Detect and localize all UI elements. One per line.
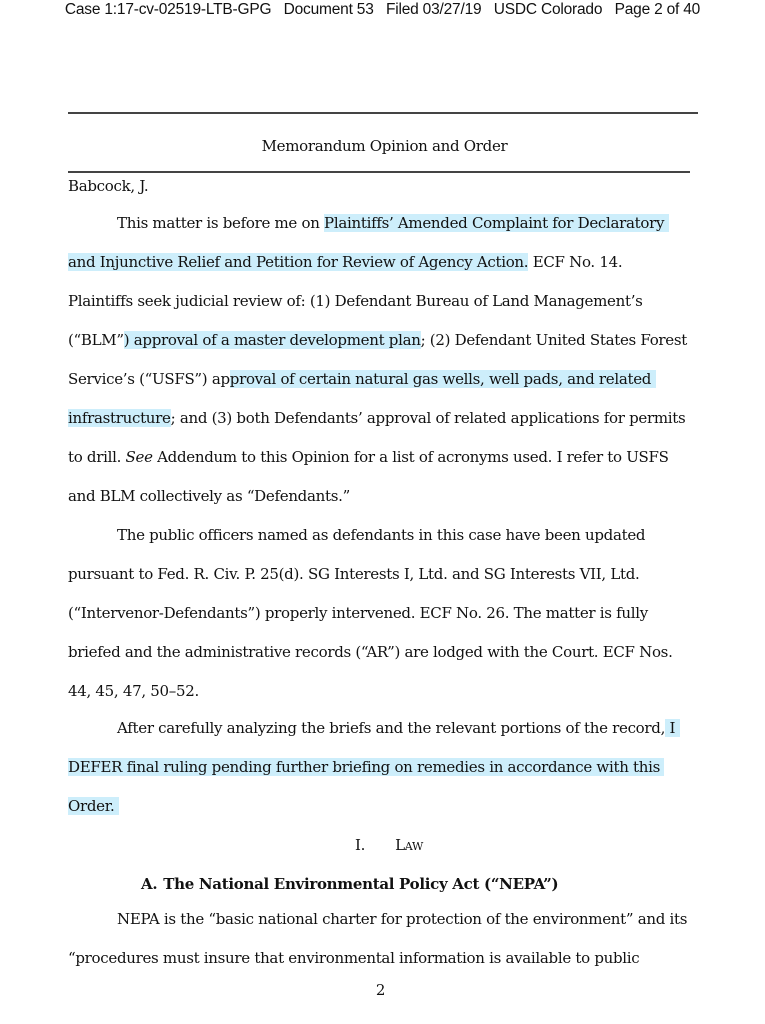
para1-line2 — [68, 252, 622, 272]
page-number: 2 — [375, 981, 386, 999]
highlight[interactable]: Plaintiffs’ Amended Complaint for Declaratory — [324, 214, 669, 232]
para2-line5: 44, 45, 47, 50–52. — [68, 682, 199, 700]
section-heading — [355, 835, 423, 855]
text: After carefully analyzing the briefs and the relevant portions of the record, — [117, 719, 666, 737]
highlight[interactable]: infrastructure — [68, 409, 171, 427]
text: ; (2) Defendant United States Forest — [420, 331, 687, 349]
subsection-heading — [141, 874, 558, 894]
text: Addendum to this Opinion for a list of acronyms used. I refer to USFS — [152, 448, 669, 466]
para4-line2: “procedures must insure that environmental information is available to public — [68, 949, 640, 967]
highlight[interactable]: and Injunctive Relief and Petition for Review of Agency Action. — [68, 253, 529, 271]
case-number: Case 1:17-cv-02519-LTB-GPG — [64, 1, 272, 18]
text: (“BLM” — [68, 331, 124, 349]
subsection-label: A. — [141, 875, 158, 893]
ecf-header — [0, 1, 765, 19]
text: to drill. — [68, 448, 126, 466]
highlight[interactable]: I — [665, 719, 680, 737]
court-name: USDC Colorado — [493, 1, 603, 18]
para1-line6 — [68, 408, 685, 428]
section-title: Law — [395, 836, 423, 854]
highlight[interactable]: ) approval of a master development plan — [123, 331, 421, 349]
para1-line1 — [117, 213, 669, 233]
top-rule — [68, 112, 698, 114]
para1-line5 — [68, 369, 656, 389]
signal-see: See — [125, 448, 153, 466]
filed-date: Filed 03/27/19 — [385, 1, 482, 18]
para2-line4: briefed and the administrative records (“AR”) are lodged with the Court. ECF Nos. — [68, 643, 673, 661]
text: ; and (3) both Defendants’ approval of related applications for permits — [170, 409, 686, 427]
title-rule — [68, 171, 690, 173]
para2-line2: pursuant to Fed. R. Civ. P. 25(d). SG Interests I, Ltd. and SG Interests VII, Ltd. — [68, 565, 640, 583]
document-title: Memorandum Opinion and Order — [261, 137, 508, 155]
para3-line2 — [68, 757, 664, 777]
para3-line3 — [68, 796, 119, 816]
para1-line3: Plaintiffs seek judicial review of: (1) Defendant Bureau of Land Management’s — [68, 292, 643, 310]
highlight[interactable]: Order. — [68, 797, 119, 815]
para3-line1 — [117, 718, 680, 738]
document-number: Document 53 — [283, 1, 374, 18]
page-indicator: Page 2 of 40 — [614, 1, 701, 18]
para1-line8: and BLM collectively as “Defendants.” — [68, 487, 350, 505]
para2-line1: The public officers named as defendants in this case have been updated — [117, 526, 646, 544]
text: ECF No. 14. — [528, 253, 623, 271]
para1-line7 — [68, 447, 669, 467]
section-number: I. — [355, 836, 366, 854]
judge-name: Babcock, J. — [68, 177, 149, 195]
subsection-title: The National Environmental Policy Act (“NEPA”) — [163, 875, 559, 893]
text: This matter is before me on — [117, 214, 325, 232]
text: Service’s (“USFS”) ap — [68, 370, 230, 388]
para1-line4 — [68, 330, 687, 350]
highlight[interactable]: proval of certain natural gas wells, well pads, and related — [229, 370, 656, 388]
para4-line1: NEPA is the “basic national charter for protection of the environment” and its — [117, 910, 688, 928]
para2-line3: (“Intervenor-Defendants”) properly intervened. ECF No. 26. The matter is fully — [68, 604, 648, 622]
highlight[interactable]: DEFER final ruling pending further briefing on remedies in accordance with this — [68, 758, 665, 776]
